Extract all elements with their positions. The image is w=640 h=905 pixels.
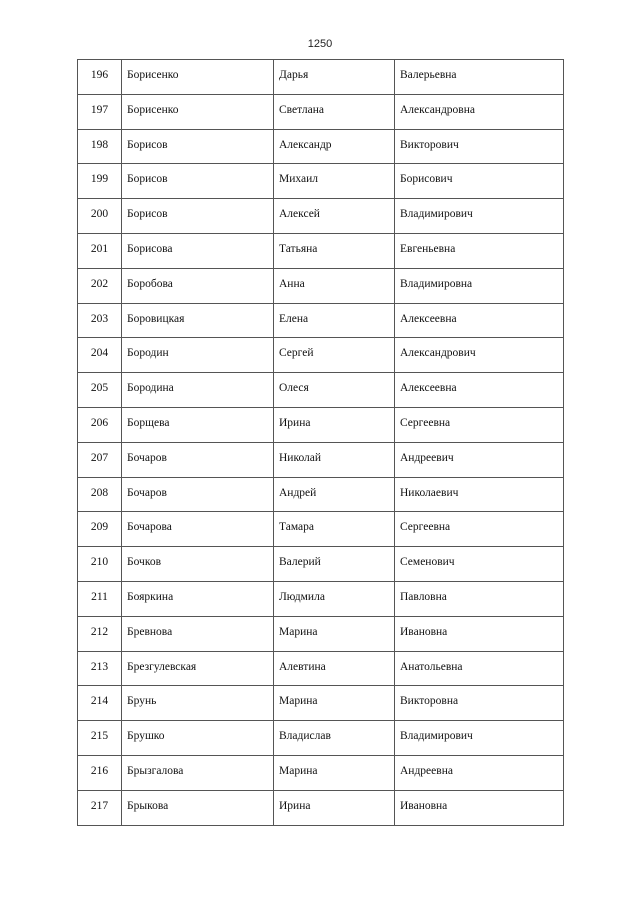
first-name-cell: Сергей — [274, 338, 395, 373]
row-number-cell: 212 — [78, 616, 122, 651]
row-number-cell: 198 — [78, 129, 122, 164]
table-row — [78, 442, 564, 477]
table-row — [78, 373, 564, 408]
row-number-cell: 206 — [78, 407, 122, 442]
patronymic-cell: Викторовна — [395, 686, 564, 721]
table-row — [78, 721, 564, 756]
first-name-cell: Андрей — [274, 477, 395, 512]
last-name-cell: Борщева — [122, 407, 274, 442]
last-name-cell: Борисенко — [122, 94, 274, 129]
last-name-cell: Брызгалова — [122, 755, 274, 790]
last-name-cell: Бояркина — [122, 581, 274, 616]
last-name-cell: Бочаров — [122, 442, 274, 477]
last-name-cell: Боровицкая — [122, 303, 274, 338]
table-row — [78, 407, 564, 442]
patronymic-cell: Валерьевна — [395, 60, 564, 95]
first-name-cell: Марина — [274, 755, 395, 790]
row-number-cell: 215 — [78, 721, 122, 756]
first-name-cell: Анна — [274, 268, 395, 303]
row-number-cell: 207 — [78, 442, 122, 477]
patronymic-cell: Евгеньевна — [395, 233, 564, 268]
last-name-cell: Бревнова — [122, 616, 274, 651]
table-row — [78, 790, 564, 825]
patronymic-cell: Борисович — [395, 164, 564, 199]
page-number: 1250 — [307, 38, 333, 50]
roster-table-body — [78, 60, 564, 826]
row-number-cell: 201 — [78, 233, 122, 268]
row-number-cell: 205 — [78, 373, 122, 408]
last-name-cell: Брунь — [122, 686, 274, 721]
table-row — [78, 233, 564, 268]
roster-table — [77, 59, 564, 826]
row-number-cell: 211 — [78, 581, 122, 616]
row-number-cell: 203 — [78, 303, 122, 338]
row-number-cell: 216 — [78, 755, 122, 790]
table-row — [78, 547, 564, 582]
table-row — [78, 338, 564, 373]
patronymic-cell: Владимировна — [395, 268, 564, 303]
last-name-cell: Бочарова — [122, 512, 274, 547]
last-name-cell: Борисенко — [122, 60, 274, 95]
last-name-cell: Борисов — [122, 129, 274, 164]
table-row — [78, 616, 564, 651]
first-name-cell: Николай — [274, 442, 395, 477]
patronymic-cell: Анатольевна — [395, 651, 564, 686]
table-row — [78, 512, 564, 547]
row-number-cell: 202 — [78, 268, 122, 303]
row-number-cell: 199 — [78, 164, 122, 199]
patronymic-cell: Сергеевна — [395, 512, 564, 547]
first-name-cell: Олеся — [274, 373, 395, 408]
patronymic-cell: Ивановна — [395, 790, 564, 825]
first-name-cell: Алексей — [274, 199, 395, 234]
table-row — [78, 686, 564, 721]
row-number-cell: 210 — [78, 547, 122, 582]
patronymic-cell: Андреевна — [395, 755, 564, 790]
last-name-cell: Бородина — [122, 373, 274, 408]
patronymic-cell: Владимирович — [395, 199, 564, 234]
first-name-cell: Людмила — [274, 581, 395, 616]
table-row — [78, 268, 564, 303]
table-row — [78, 651, 564, 686]
table-row — [78, 755, 564, 790]
table-row — [78, 303, 564, 338]
patronymic-cell: Александровна — [395, 94, 564, 129]
last-name-cell: Брезгулевская — [122, 651, 274, 686]
row-number-cell: 204 — [78, 338, 122, 373]
row-number-cell: 217 — [78, 790, 122, 825]
last-name-cell: Борисов — [122, 199, 274, 234]
first-name-cell: Марина — [274, 616, 395, 651]
last-name-cell: Бочков — [122, 547, 274, 582]
last-name-cell: Борисов — [122, 164, 274, 199]
first-name-cell: Дарья — [274, 60, 395, 95]
row-number-cell: 213 — [78, 651, 122, 686]
first-name-cell: Ирина — [274, 407, 395, 442]
first-name-cell: Алевтина — [274, 651, 395, 686]
table-row — [78, 477, 564, 512]
patronymic-cell: Семенович — [395, 547, 564, 582]
row-number-cell: 208 — [78, 477, 122, 512]
patronymic-cell: Павловна — [395, 581, 564, 616]
first-name-cell: Александр — [274, 129, 395, 164]
row-number-cell: 200 — [78, 199, 122, 234]
patronymic-cell: Алексеевна — [395, 373, 564, 408]
patronymic-cell: Владимирович — [395, 721, 564, 756]
first-name-cell: Тамара — [274, 512, 395, 547]
first-name-cell: Ирина — [274, 790, 395, 825]
table-row — [78, 164, 564, 199]
patronymic-cell: Александрович — [395, 338, 564, 373]
first-name-cell: Елена — [274, 303, 395, 338]
row-number-cell: 214 — [78, 686, 122, 721]
patronymic-cell: Алексеевна — [395, 303, 564, 338]
last-name-cell: Боробова — [122, 268, 274, 303]
last-name-cell: Бочаров — [122, 477, 274, 512]
last-name-cell: Брушко — [122, 721, 274, 756]
first-name-cell: Татьяна — [274, 233, 395, 268]
last-name-cell: Бородин — [122, 338, 274, 373]
table-row — [78, 129, 564, 164]
patronymic-cell: Викторович — [395, 129, 564, 164]
patronymic-cell: Сергеевна — [395, 407, 564, 442]
last-name-cell: Борисова — [122, 233, 274, 268]
patronymic-cell: Николаевич — [395, 477, 564, 512]
row-number-cell: 197 — [78, 94, 122, 129]
row-number-cell: 209 — [78, 512, 122, 547]
table-row — [78, 199, 564, 234]
row-number-cell: 196 — [78, 60, 122, 95]
first-name-cell: Марина — [274, 686, 395, 721]
first-name-cell: Михаил — [274, 164, 395, 199]
table-row — [78, 581, 564, 616]
first-name-cell: Владислав — [274, 721, 395, 756]
patronymic-cell: Ивановна — [395, 616, 564, 651]
first-name-cell: Светлана — [274, 94, 395, 129]
table-row — [78, 94, 564, 129]
patronymic-cell: Андреевич — [395, 442, 564, 477]
last-name-cell: Брыкова — [122, 790, 274, 825]
table-row — [78, 60, 564, 95]
first-name-cell: Валерий — [274, 547, 395, 582]
